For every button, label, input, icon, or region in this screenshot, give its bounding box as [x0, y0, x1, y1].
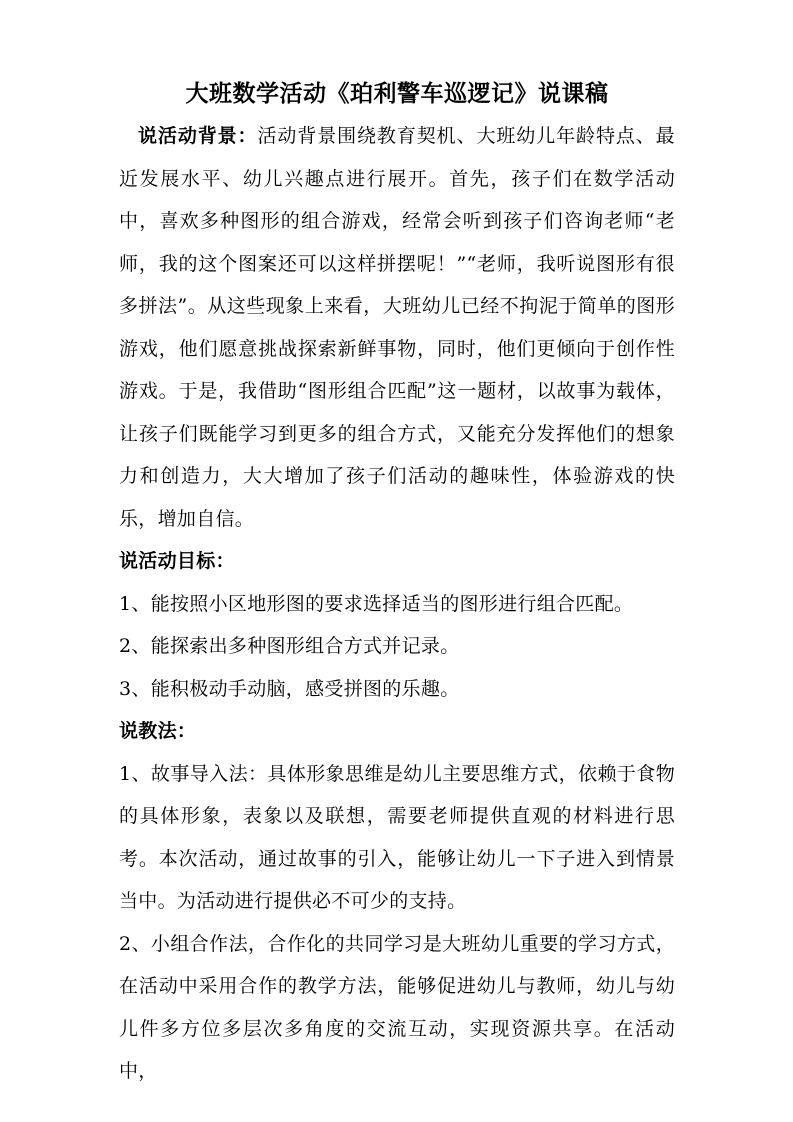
- background-label: 说活动背景：: [138, 125, 258, 147]
- background-text: 活动背景围绕教育契机、大班幼儿年龄特点、最近发展水平、幼儿兴趣点进行展开。首先，孩子们在数学活动中，喜欢多种图形的组合游戏，经常会听到孩子们咨询老师“老师，我的这个图案还可以这样拼摆呢！”“老师，我听说图形有很多拼法”。从这些现象上来看，大班幼儿已经不拘泥于简单的图形游戏，他们愿意挑战探索新鲜事物，同时，他们更倾向于创作性游戏。于是，我借助“图形组合匹配”这一题材，以故事为载体，让孩子们既能学习到更多的组合方式，又能充分发挥他们的想象力和创造力，大大增加了孩子们活动的趣味性，体验游戏的快乐，增加自信。: [119, 125, 675, 530]
- document-page: [119, 76, 675, 1093]
- methods-heading: 说教法：: [119, 720, 197, 742]
- document-title: 大班数学活动《珀利警车巡逻记》说课稿: [185, 80, 609, 107]
- method-item-1: 1、故事导入法：具体形象思维是幼儿主要思维方式，依赖于食物的具体形象，表象以及联想，需要老师提供直观的材料进行思考。本次活动，通过故事的引入，能够让幼儿一下子进入到情景当中。为活动进行提供必不可少的支持。: [119, 762, 675, 912]
- method-item-2: 2、小组合作法，合作化的共同学习是大班幼儿重要的学习方式，在活动中采用合作的教学方法，能够促进幼儿与教师，幼儿与幼儿件多方位多层次多角度的交流互动，实现资源共享。在活动中，: [119, 932, 675, 1082]
- goal-item-1: 1、能按照小区地形图的要求选择适当的图形进行组合匹配。: [119, 592, 634, 615]
- goal-item-2: 2、能探索出多种图形组合方式并记录。: [119, 635, 460, 657]
- goal-item-3: 3、能积极动手动脑，感受拼图的乐趣。: [119, 677, 460, 700]
- goals-heading: 说活动目标：: [119, 550, 235, 572]
- background-paragraph: [119, 115, 675, 540]
